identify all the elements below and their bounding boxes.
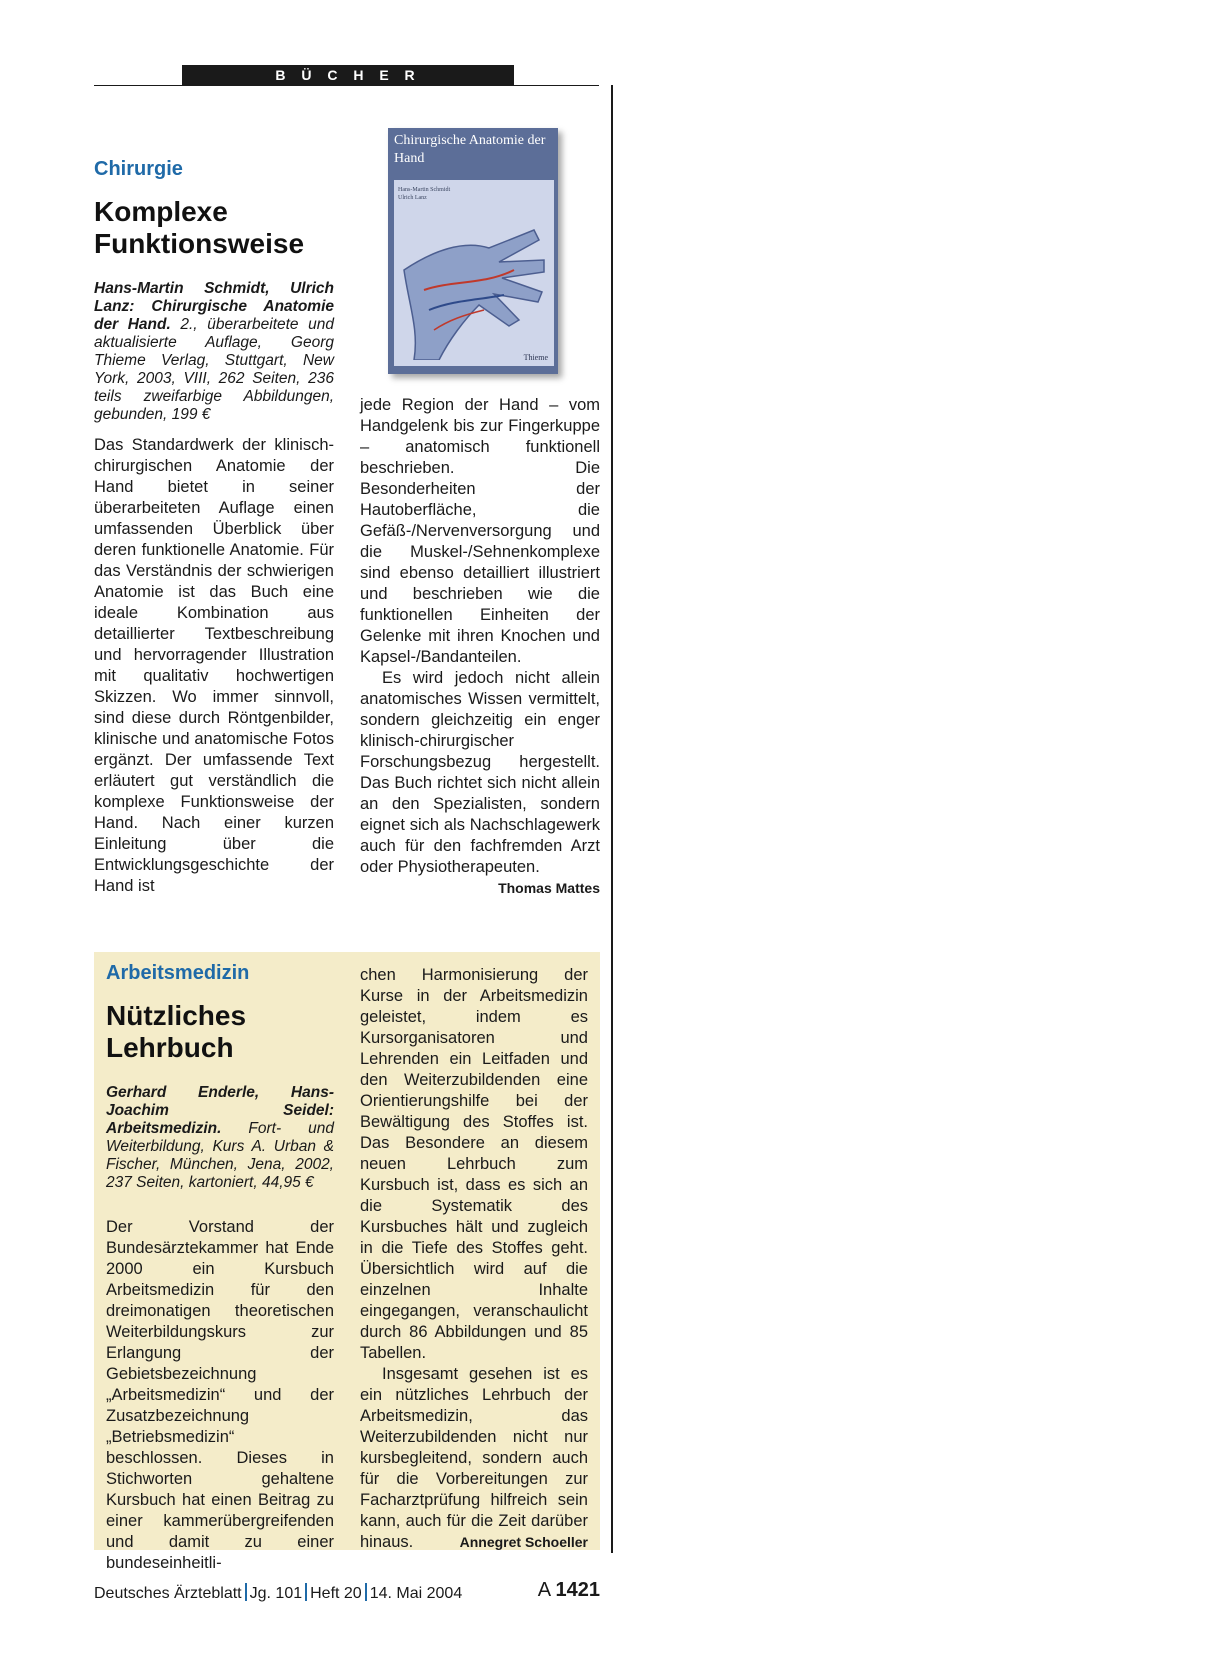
review2-column2 [360, 965, 588, 1553]
page-number [538, 1579, 600, 1602]
page-prefix: A [537, 1579, 550, 1601]
review2-col1-paragraph: Der Vorstand der Bundesärztekammer hat Ende 2000 ein Kursbuch Arbeitsmedizin für den dreimonatigen theoretischen Weiterbildungskurs zur Erlangung der Gebietsbezeichnung „Arbeitsmedizin“ und der Zusatzbezeichnung „Betriebsmedizin“ beschlossen. Dieses in Stichworten gehaltene Kursbuch hat einen Beitrag zu einer kammerübergreifenden und damit zu einer bundeseinheitli- [106, 1218, 334, 1572]
book-cover-image [388, 128, 558, 374]
review2-bibliography [106, 1084, 334, 1192]
review2-column1 [106, 1217, 334, 1574]
review2-biblio-details: Fort- und Weiterbildung, Kurs A. Urban & Fischer, München, Jena, 2002, 237 Seiten, kartoniert, 44,95 € [106, 1120, 334, 1191]
review1-col2-paragraph2 [360, 668, 600, 896]
page-footer [94, 1579, 600, 1607]
review2-headline-line2: Lehrbuch [106, 1032, 234, 1063]
review2-headline [106, 1000, 346, 1064]
review1-headline [94, 196, 354, 260]
review1-biblio-details: 2., überarbeitete und aktualisierte Auflage, Georg Thieme Verlag, Stuttgart, New York, 2003, VIII, 262 Seiten, 236 teils zweifarbige Abbildungen, gebunden, 199 € [94, 316, 335, 423]
review1-biblio-title: Hans-Martin Schmidt, Ulrich Lanz: Chirurgische Anatomie der Hand. [94, 280, 334, 333]
review2-section-label: Arbeitsmedizin [106, 962, 250, 984]
footer-separator [245, 1583, 247, 1601]
review1-column1 [94, 435, 334, 897]
review2-biblio-title: Gerhard Enderle, Hans-Joachim Seidel: Arbeitsmedizin. [106, 1084, 334, 1137]
book-cover-authors: Hans-Martin Schmidt Ulrich Lanz [398, 187, 451, 201]
review1-column2 [360, 395, 600, 899]
book-cover-publisher: Thieme [523, 353, 548, 362]
footer-volume: Jg. 101 [249, 1585, 303, 1602]
section-header: B Ü C H E R [182, 65, 514, 85]
review2-col2-paragraph2-text: Insgesamt gesehen ist es ein nützliches Lehrbuch der Arbeitsmedizin, das Weiterzubildenden nicht nur kursbegleitend, sondern auch für die Vorbereitungen zur Facharztprüfung hilfreich sein kann, auch für die Zeit darüber hinaus. [360, 1365, 588, 1551]
review2-col2-paragraph1: chen Harmonisierung der Kurse in der Arbeitsmedizin geleistet, indem es Kursorganisatoren und Lehrenden ein Leitfaden und den Weiterzubildenden eine Orientierungshilfe bei der Bewältigung des Stoffes ist. Das Besondere an diesem neuen Lehrbuch zum Kursbuch ist, dass es sich an die Systematik des Kursbuches hält und zugleich in die Tiefe des Stoffes geht. Übersichtlich wird auf die einzelnen Inhalte eingegangen, veranschaulicht durch 86 Abbildungen und 85 Tabellen. [360, 966, 588, 1362]
review2-col2-paragraph2 [360, 1364, 588, 1553]
column-rule [611, 85, 613, 1553]
review1-headline-line1: Komplexe [94, 196, 228, 227]
review2-author: Annegret Schoeller [459, 1534, 588, 1550]
review1-author: Thomas Mattes [498, 880, 600, 896]
footer-separator [365, 1583, 367, 1601]
review1-col2-paragraph1: jede Region der Hand – vom Handgelenk bis zur Fingerkuppe – anatomisch funktionell beschrieben. Die Besonderheiten der Hautoberfläche, die Gefäß-/Nervenversorgung und die Muskel-/Sehnenkomplexe sind ebenso detailliert illustriert und beschrieben wie die funktionellen Einheiten der Gelenke mit ihren Knochen und Kapsel-/Bandanteilen. [360, 396, 600, 666]
header-rule [94, 85, 599, 86]
book-cover-panel [394, 180, 554, 366]
review2-headline-line1: Nützliches [106, 1000, 247, 1031]
footer-separator [305, 1583, 307, 1601]
review1-col1-paragraph: Das Standardwerk der klinisch-chirurgischen Anatomie der Hand bietet in seiner überarbeiteten Auflage einen umfassenden Überblick über deren funktionelle Anatomie. Für das Verständnis der schwierigen Anatomie ist das Buch eine ideale Kombination aus detaillierter Textbeschreibung und hervorragender Illustration mit qualitativ hochwertigen Skizzen. Wo immer sinnvoll, sind diese durch Röntgenbilder, klinische und anatomische Fotos ergänzt. Der umfassende Text erläutert gut verständlich die komplexe Funktionsweise der Hand. Nach einer kurzen Einleitung über die Entwicklungsgeschichte der Hand ist [94, 436, 334, 895]
review1-section-label: Chirurgie [94, 158, 183, 180]
footer-journal: Deutsches Ärzteblatt [94, 1585, 242, 1602]
hand-anatomy-illustration [394, 210, 554, 360]
review1-col2-paragraph2-text: Es wird jedoch nicht allein anatomisches Wissen vermittelt, sondern gleichzeitig ein enger klinisch-chirurgischer Forschungsbezug hergestellt. Das Buch richtet sich nicht allein an den Spezialisten, sondern eignet sich als Nachschlagewerk auch für den fachfremden Arzt oder Physiotherapeuten. [360, 669, 600, 876]
review1-bibliography [94, 280, 334, 424]
page-number-value: 1421 [555, 1579, 600, 1601]
footer-date: 14. Mai 2004 [369, 1585, 463, 1602]
review1-headline-line2: Funktionsweise [94, 228, 305, 259]
book-cover-title: Chirurgische Anatomie der Hand [394, 133, 546, 166]
footer-issue: Heft 20 [310, 1585, 362, 1602]
